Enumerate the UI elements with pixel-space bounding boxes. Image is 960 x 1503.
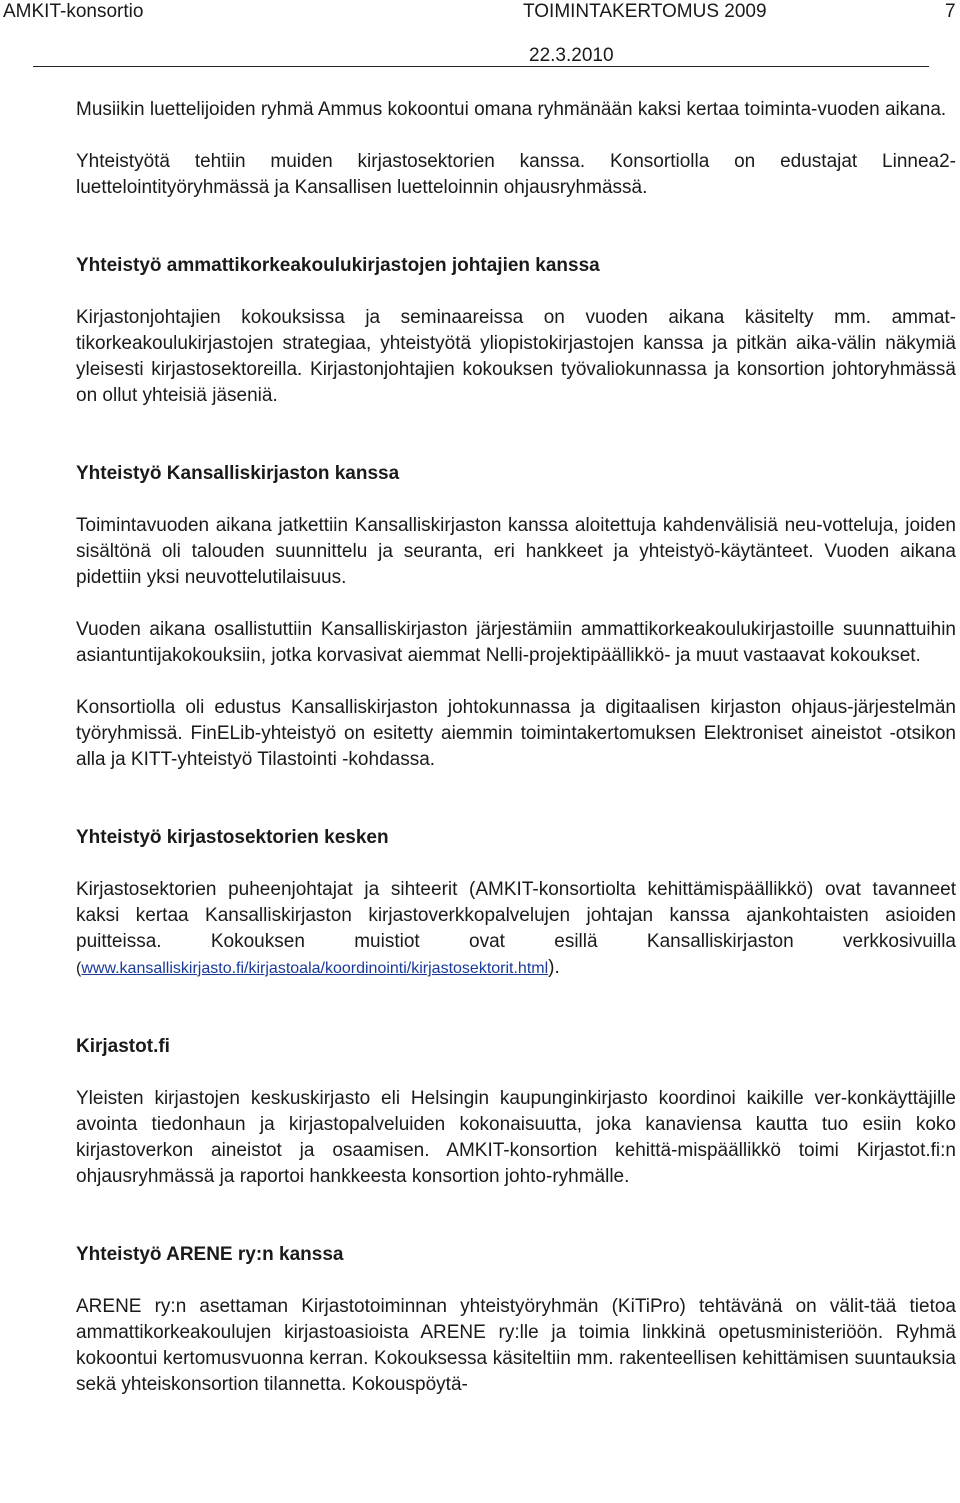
- page-header: [0, 0, 960, 70]
- kansalliskirjasto-link[interactable]: www.kansalliskirjasto.fi/kirjastoala/koordinointi/kirjastosektorit.html: [81, 960, 549, 977]
- paragraph-amk-directors: Kirjastonjohtajien kokouksissa ja seminaareissa on vuoden aikana käsitelty mm. ammat-tikorkeakoulukirjastojen strategiaa, yhteistyötä yliopistokirjastojen kanssa ja pitkän aika-välin näkymiä yleisesti kirjastosektoreilla. Kirjastonjohtajien kokouksen työvaliokunnassa ja konsortion johtoryhmässä on ollut yhteisiä jäseniä.: [76, 307, 956, 406]
- paragraph-board-representation: Konsortiolla oli edustus Kansalliskirjaston johtokunnassa ja digitaalisen kirjaston ohjaus-järjestelmän työryhmissä. FinELib-yhteistyö on esitetty aiemmin toimintakertomuksen Elektroniset aineistot -otsikon alla ja KITT-yhteistyö Tilastointi -kohdassa.: [76, 697, 956, 770]
- paragraph-library-sectors-text: Kirjastosektorien puheenjohtajat ja sihteerit (AMKIT-konsortiolta kehittämispäällikkö) ovat tavanneet kaksi kertaa Kansalliskirjaston kirjastoverkkopalvelujen johtajan kanssa ajankohtaisten asioiden puitteissa. Kokouksen muistiot ovat esillä Kansalliskirjaston verkkosivuilla: [76, 879, 956, 952]
- section-heading-library-sectors: Yhteistyö kirjastosektorien kesken: [76, 827, 389, 848]
- paragraph-kirjastot-fi: Yleisten kirjastojen keskuskirjasto eli Helsingin kaupunginkirjasto koordinoi kaikille ver-konkäyttäjille avointa tiedonhaun ja kirjastopalveluiden kokonaisuutta, joka kanaviensa kautta tuo esiin koko kirjastoverkon aineistot ja osaamisen. AMKIT-konsortion kehittä-mispäällikkö toimi Kirjastot.fi:n ohjausryhmässä ja raportoi hankkeesta konsortion johto-ryhmälle.: [76, 1088, 956, 1187]
- link-close-paren: ).: [548, 957, 560, 978]
- paragraph-sector-cooperation: Yhteistyötä tehtiin muiden kirjastosektorien kanssa. Konsortiolla on edustajat Linnea2-luettelointityöryhmässä ja Kansallisen luetteloinnin ohjausryhmässä.: [76, 151, 956, 198]
- header-organization: AMKIT-konsortio: [3, 1, 144, 22]
- section-heading-kirjastot-fi: Kirjastot.fi: [76, 1036, 170, 1057]
- paragraph-expert-meetings: Vuoden aikana osallistuttiin Kansalliskirjaston järjestämiin ammattikorkeakoulukirjastoille suunnattuihin asiantuntijakokouksiin, jotka korvasivat aiemmat Nelli-projektipäällikkö- ja muut vastaavat kokoukset.: [76, 619, 956, 666]
- section-heading-amk-directors: Yhteistyö ammattikorkeakoulukirjastojen johtajien kanssa: [76, 255, 600, 276]
- paragraph-library-sectors: [76, 877, 956, 982]
- link-open-paren: (: [76, 960, 82, 977]
- paragraph-arene: ARENE ry:n asettaman Kirjastotoiminnan yhteistyöryhmän (KiTiPro) tehtävänä on välit-tää tietoa ammattikorkeakoulujen kirjastoasioista ARENE ry:lle ja toimia linkkinä opetusministeriöön. Ryhmä kokoontui kertomusvuonna kerran. Kokouksessa käsiteltiin mm. rakenteellisen kehittämisen suuntauksia sekä yhteiskonsortion tilannetta. Kokouspöytä-: [76, 1296, 956, 1395]
- page-number: 7: [945, 1, 956, 22]
- header-report-title: TOIMINTAKERTOMUS 2009: [523, 1, 767, 22]
- paragraph-ammus: Musiikin luettelijoiden ryhmä Ammus kokoontui omana ryhmänään kaksi kertaa toiminta-vuoden aikana.: [76, 99, 947, 120]
- document-body: [76, 97, 956, 1398]
- header-divider: [33, 66, 929, 67]
- paragraph-negotiations: Toimintavuoden aikana jatkettiin Kansalliskirjaston kanssa aloitettuja kahdenvälisiä neu-votteluja, joiden sisältönä oli talouden suunnittelu ja seuranta, eri hankkeet ja yhteistyö-käytänteet. Vuoden aikana pidettiin yksi neuvottelutilaisuus.: [76, 515, 956, 588]
- section-heading-arene: Yhteistyö ARENE ry:n kanssa: [76, 1244, 344, 1265]
- header-date: 22.3.2010: [529, 45, 614, 66]
- section-heading-national-library: Yhteistyö Kansalliskirjaston kanssa: [76, 463, 400, 484]
